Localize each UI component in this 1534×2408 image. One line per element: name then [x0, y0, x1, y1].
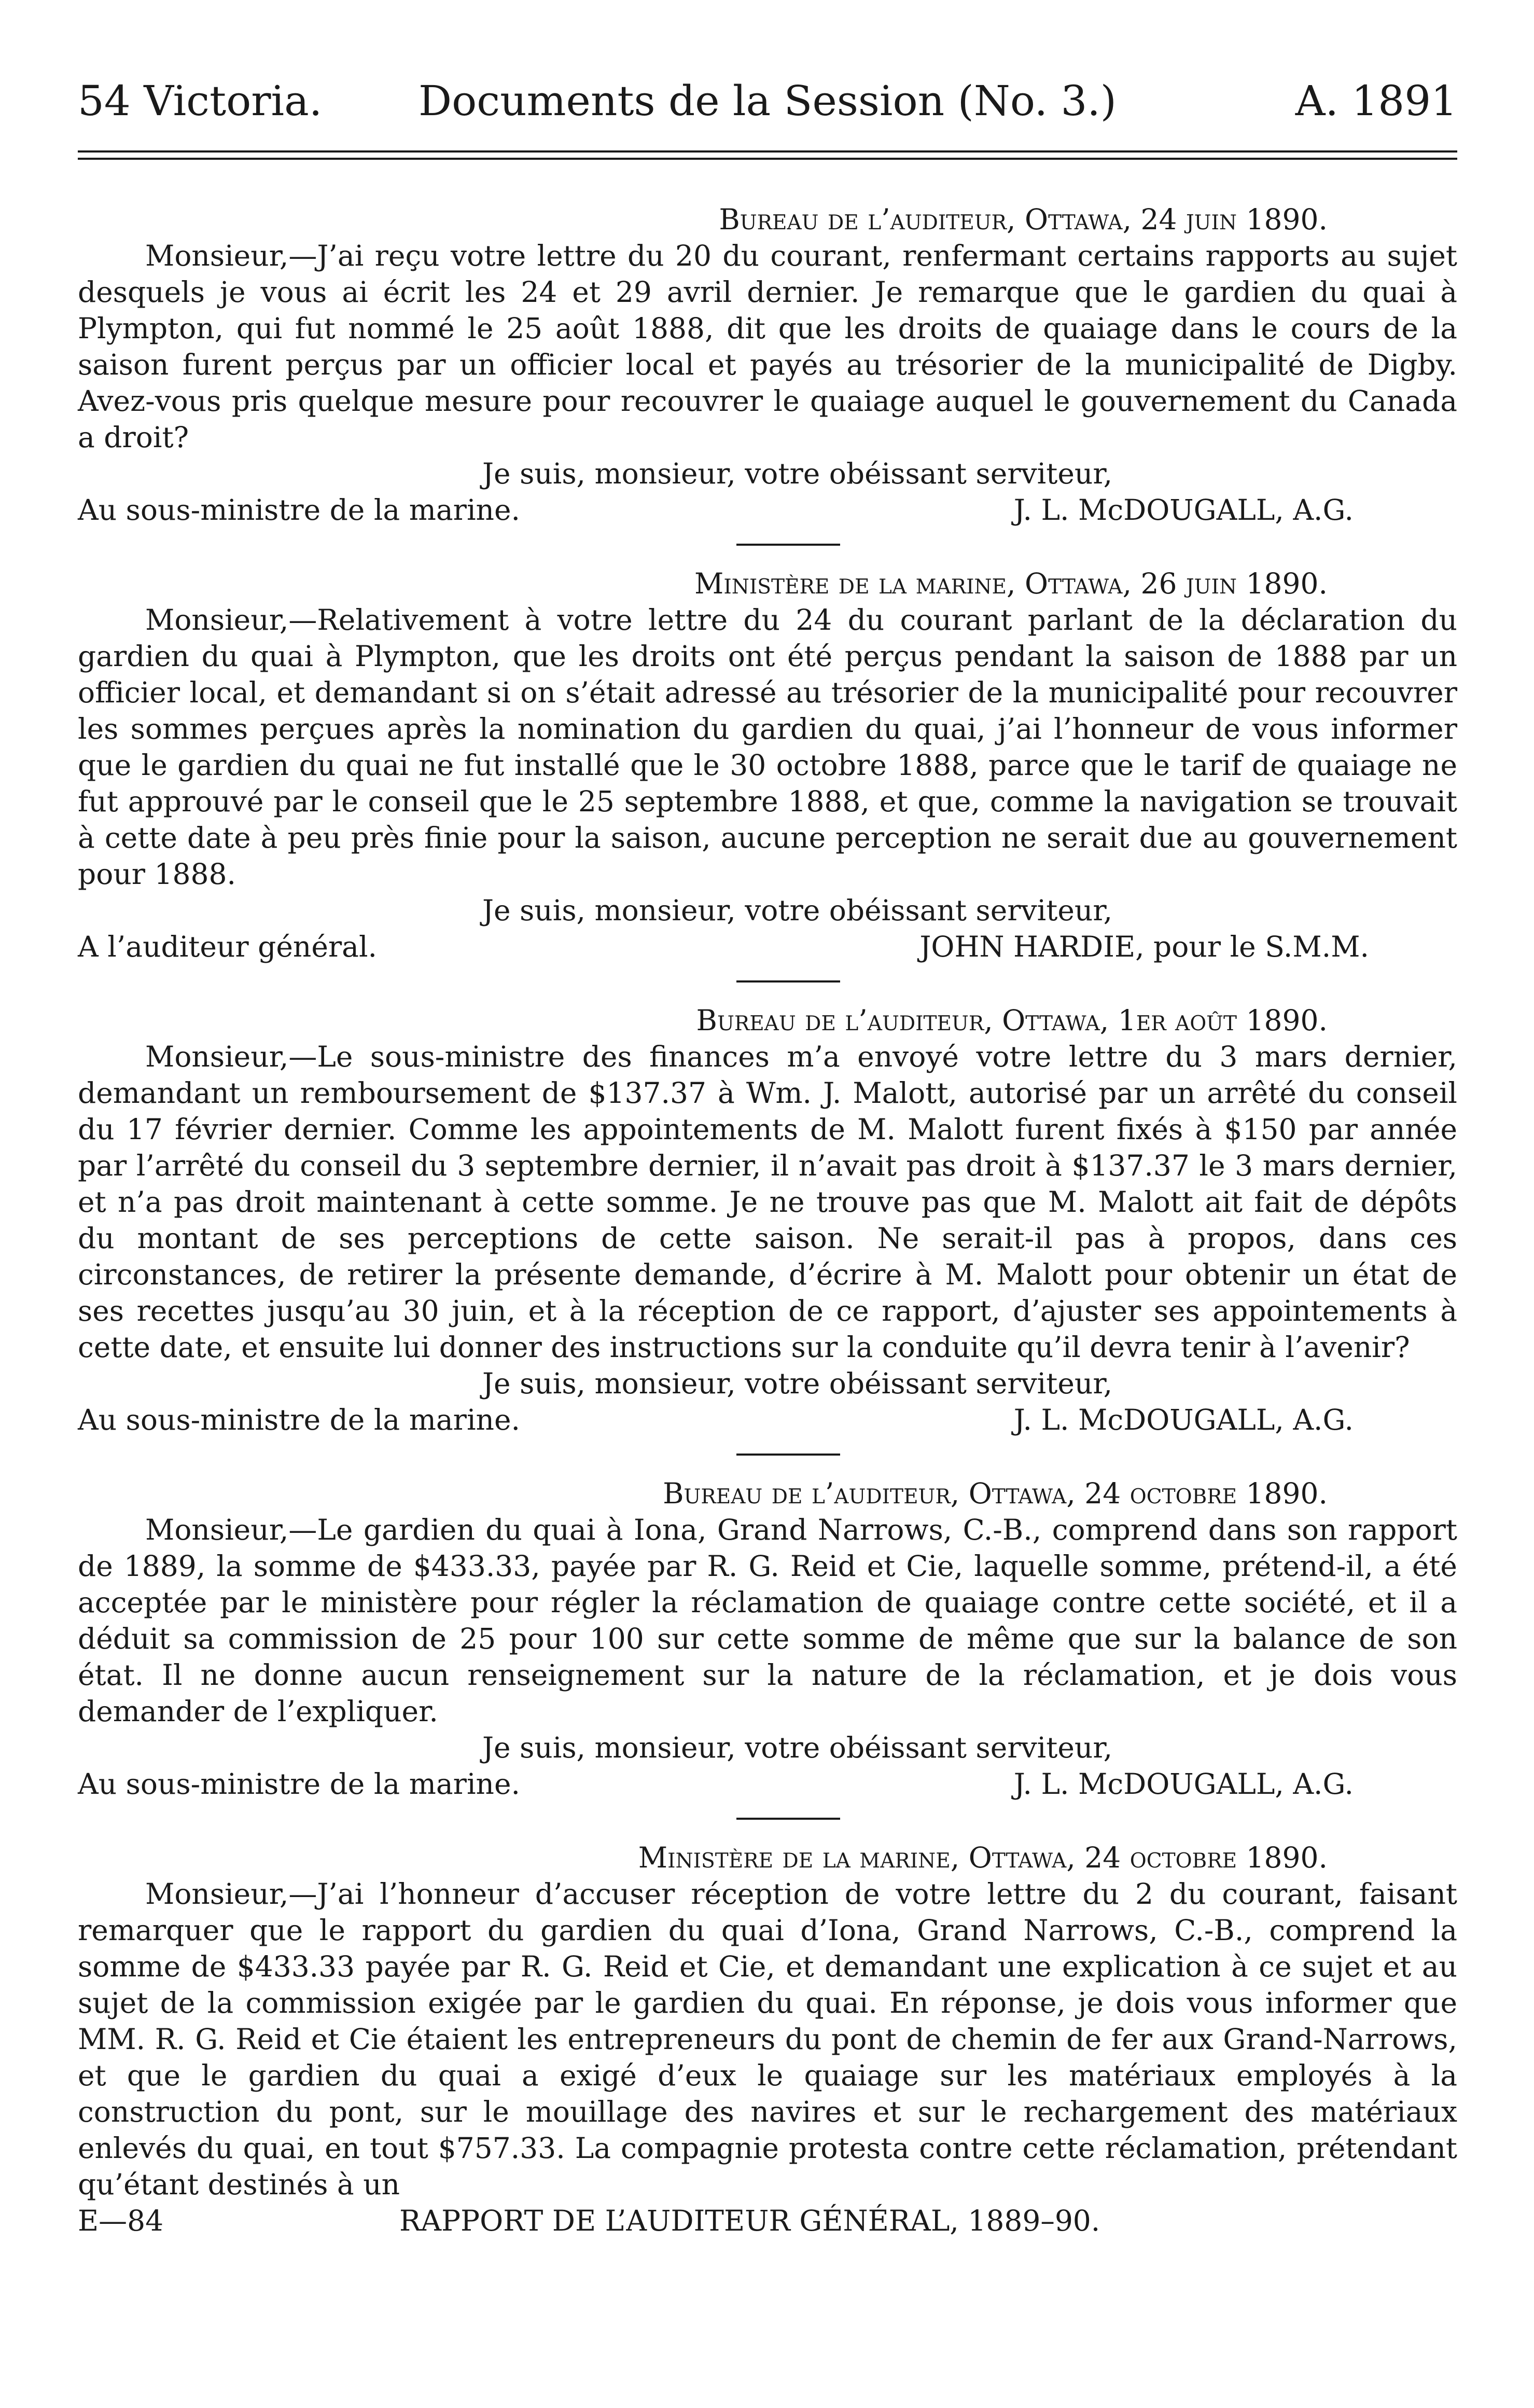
document-page: [78, 67, 1457, 2350]
letter-dateline: Ministère de la marine, Ottawa, 26 juin 1890.: [694, 567, 1328, 600]
signature-line: [78, 1402, 1457, 1438]
letter-closing: Je suis, monsieur, votre obéissant serviteur,: [482, 894, 1113, 927]
signature-line: [78, 492, 1457, 528]
signature-line: [78, 1766, 1457, 1802]
header-volume: 54 Victoria.: [78, 77, 323, 125]
letter-addressee: Au sous-ministre de la marine.: [78, 1767, 520, 1801]
letter-body: Monsieur,—Le gardien du quai à Iona, Grand Narrows, C.-B., comprend dans son rapport de 1889, la somme de $433.33, payée par R. G. Reid et Cie, laquelle somme, prétend-il, a été acceptée par le ministère pour régler la réclamation de quaiage contre cette société, et il a déduit sa commission de 25 pour 100 sur cette somme de même que sur la balance de son état. Il ne donne aucun renseignement sur la nature de la réclamation, et je dois vous demander de l’expliquer.: [78, 1513, 1457, 1728]
letter-body: Monsieur,—Le sous-ministre des finances m’a envoyé votre lettre du 3 mars dernier, demandant un remboursement de $137.37 à Wm. J. Malott, autorisé par un arrêté du conseil du 17 février dernier. Comme les appointements de M. Malott furent fixés à $150 par année par l’arrêté du conseil du 3 septembre dernier, il n’avait pas droit à $137.37 le 3 mars dernier, et n’a pas droit maintenant à cette somme. Je ne trouve pas que M. Malott ait fait de dépôts du montant de ses perceptions de cette saison. Ne serait-il pas à propos, dans ces circonstances, de retirer la présente demande, d’écrire à M. Malott pour obtenir un état de ses recettes jusqu’au 30 juin, et à la réception de ce rapport, d’ajuster ses appointements à cette date, et ensuite lui donner des instructions sur la conduite qu’il devra tenir à l’avenir?: [78, 1040, 1457, 1364]
letter: [78, 201, 1457, 528]
letters: [78, 201, 1457, 2203]
letter-signatory: J. L. McDOUGALL, A.G.: [1013, 493, 1354, 527]
letter: [78, 1475, 1457, 1802]
letter-signatory: J. L. McDOUGALL, A.G.: [1013, 1767, 1354, 1801]
letter-dateline: Bureau de l’auditeur, Ottawa, 1er août 1890.: [696, 1004, 1328, 1037]
letter-addressee: Au sous-ministre de la marine.: [78, 1403, 520, 1436]
header-double-rule: [78, 150, 1457, 160]
page-footer: [78, 2203, 1457, 2239]
letter-separator: [736, 1454, 840, 1456]
letter-signatory: J. L. McDOUGALL, A.G.: [1013, 1403, 1354, 1436]
letter-body: Monsieur,—J’ai reçu votre lettre du 20 du courant, renfermant certains rapports au sujet desquels je vous ai écrit les 24 et 29 avril dernier. Je remarque que le gardien du quai à Plympton, qui fut nommé le 25 août 1888, dit que les droits de quaiage dans le cours de la saison furent perçus par un officier local et payés au trésorier de la municipalité de Digby. Avez-vous pris quelque mesure pour recouvrer le quaiage auquel le gouvernement du Canada a droit?: [78, 239, 1457, 454]
letter-closing: Je suis, monsieur, votre obéissant serviteur,: [482, 1731, 1113, 1764]
letter: [78, 565, 1457, 965]
footer-running-title: RAPPORT DE L’AUDITEUR GÉNÉRAL, 1889–90.: [399, 2204, 1100, 2237]
letter-separator: [736, 544, 840, 546]
letter-dateline: Bureau de l’auditeur, Ottawa, 24 juin 1890.: [719, 203, 1328, 236]
letter-signatory: JOHN HARDIE, pour le S.M.M.: [919, 930, 1369, 963]
letter-closing: Je suis, monsieur, votre obéissant serviteur,: [482, 1367, 1113, 1400]
letter-addressee: Au sous-ministre de la marine.: [78, 493, 520, 527]
header-year: A. 1891: [1295, 77, 1457, 125]
letter-separator: [736, 980, 840, 982]
header-title: Documents de la Session (No. 3.): [418, 77, 1117, 125]
letter-dateline: Bureau de l’auditeur, Ottawa, 24 octobre 1890.: [663, 1477, 1328, 1510]
letter-body: Monsieur,—J’ai l’honneur d’accuser réception de votre lettre du 2 du courant, faisant remarquer que le rapport du gardien du quai d’Iona, Grand Narrows, C.-B., comprend la somme de $433.33 payée par R. G. Reid et Cie, et demandant une explication à ce sujet et au sujet de la commission exigée par le gardien du quai. En réponse, je dois vous informer que MM. R. G. Reid et Cie étaient les entrepreneurs du pont de chemin de fer aux Grand-Narrows, et que le gardien du quai a exigé d’eux le quaiage sur les matériaux employés à la construction du pont, sur le mouillage des navires et sur le rechargement des matériaux enlevés du quai, en tout $757.33. La compagnie protesta contre cette réclamation, prétendant qu’étant destinés à un: [78, 1877, 1457, 2201]
running-head: [78, 67, 1457, 135]
letter-separator: [736, 1818, 840, 1820]
letter-body: Monsieur,—Relativement à votre lettre du 24 du courant parlant de la déclaration du gardien du quai à Plympton, que les droits ont été perçus pendant la saison de 1888 par un officier local, et demandant si on s’était adressé au trésorier de la municipalité pour recouvrer les sommes perçues après la nomination du gardien du quai, j’ai l’honneur de vous informer que le gardien du quai ne fut installé que le 30 octobre 1888, parce que le tarif de quaiage ne fut approuvé par le conseil que le 25 septembre 1888, et que, comme la navigation se trouvait à cette date à peu près finie pour la saison, aucune perception ne serait due au gouvernement pour 1888.: [78, 603, 1457, 891]
signature-line: [78, 929, 1457, 965]
letter: [78, 1839, 1457, 2203]
letter-dateline: Ministère de la marine, Ottawa, 24 octobre 1890.: [638, 1841, 1328, 1874]
letter: [78, 1002, 1457, 1438]
footer-page-code: E—84: [78, 2204, 164, 2237]
letter-closing: Je suis, monsieur, votre obéissant serviteur,: [482, 457, 1113, 490]
letter-addressee: A l’auditeur général.: [78, 930, 378, 963]
